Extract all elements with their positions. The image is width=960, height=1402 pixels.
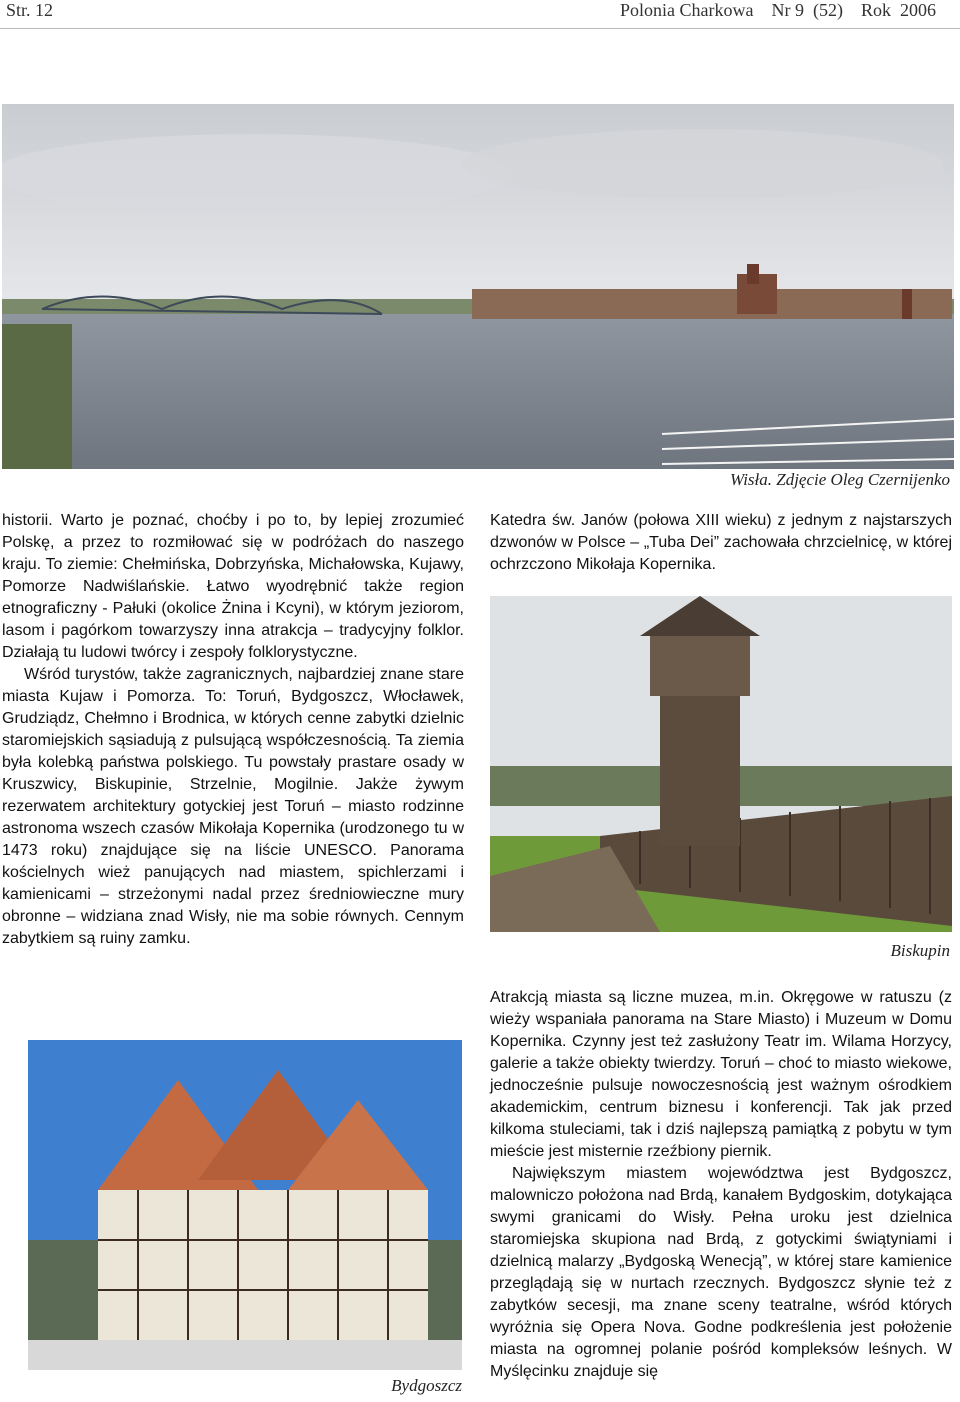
bydgoszcz-caption: Bydgoszcz xyxy=(391,1376,462,1395)
biskupin-caption: Biskupin xyxy=(890,941,950,960)
left-column xyxy=(2,510,464,950)
biskupin-photo xyxy=(490,596,952,932)
publication-info: Polonia Charkowa Nr 9 (52) Rok 2006 xyxy=(620,0,936,20)
left-paragraph-1: historii. Warto je poznać, choćby i po to, by lepiej zrozumieć Polskę, a przez to rozmiłować się w podróżach do naszego kraju. To ziemie: Chełmińska, Dobrzyńska, Michałowska, Kujawy, Pomorze Nadwiślańskie. Łatwo wyodrębnić także region etnograficzny - Pałuki (okolice Żnina i Kcyni), w którym jeziorom, lasom i pagórkom towarzyszy inna atrakcja – tradycyjny folklor. Działają tu ludowi twórcy i zespoły folklorystyczne. xyxy=(2,512,464,661)
page-header xyxy=(0,0,960,29)
right-column-top xyxy=(490,510,952,576)
page-number: Str. 12 xyxy=(6,0,54,20)
left-paragraph-2: Wśród turystów, także zagranicznych, najbardziej znane stare miasta Kujaw i Pomorza. To: Toruń, Bydgoszcz, Włocławek, Grudziądz, Chełmno i Brodnica, w których cenne zabytki dzielnic staromiejskich sąsiadują z pulsującą współczesnością. Ta ziemia była kolebką państwa polskiego. Tu powstały prastare osady w Kruszwicy, Biskupinie, Strzelnie, Mogilnie. Jakże żywym rezerwatem architektury gotyckiej jest Toruń – miasto rodzinne astronoma wszech czasów Mikołaja Kopernika (urodzonego tu w 1473 roku) znajdujące się na liście UNESCO. Panorama kościelnych wież panujących nad miastem, spichlerzami i kamienicami – strzeżonymi nadal przez średniowieczne mury obronne – widziana znad Wisły, nie ma sobie równych. Cennym zabytkiem są ruiny zamku. xyxy=(2,666,464,947)
vistula-caption: Wisła. Zdjęcie Oleg Czernijenko xyxy=(729,470,950,489)
right-paragraph-top: Katedra św. Janów (połowa XIII wieku) z jednym z najstarszych dzwonów w Polsce – „Tuba Dei” zachowała chrzcielnicę, w której ochrzczono Mikołaja Kopernika. xyxy=(490,512,952,573)
vistula-photo xyxy=(2,104,954,469)
bydgoszcz-photo xyxy=(28,1040,462,1370)
right-paragraph-2: Największym miastem województwa jest Bydgoszcz, malowniczo położona nad Brdą, kanałem Bydgoskim, dotykająca swymi granicami do Wisły. Pełna uroku jest dzielnica staromiejska skupiona nad Brdą, z gotyckimi świątyniami i dzielnicą malarzy „Bydgoską Wenecją”, w której stare kamienice przeglądają się w nurtach rzecznych. Bydgoszcz słynie też z zabytków secesji, ma znane sceny teatralne, wśród których wyróżnia się Opera Nova. Godne podkreślenia jest położenie miasta na ogromnej polanie pośród kompleksów leśnych. W Myślęcinku znajduje się xyxy=(490,1165,952,1380)
right-column-bottom xyxy=(490,987,952,1383)
right-paragraph-1: Atrakcją miasta są liczne muzea, m.in. Okręgowe w ratuszu (z wieży wspaniała panorama na Stare Miasto) i Muzeum w Domu Kopernika. Czynny jest też zasłużony Teatr im. Wilama Horzycy, galerie a także obiekty twierdzy. Toruń – choć to miasto wiekowe, jednocześnie pulsuje nowoczesnością jest ważnym ośrodkiem akademickim, centrum biznesu i konferencji. Tak jak przed kilkoma stuleciami, tak i dziś najlepszą pamiątką z pobytu w tym mieście jest misternie rzeźbiony piernik. xyxy=(490,989,952,1160)
